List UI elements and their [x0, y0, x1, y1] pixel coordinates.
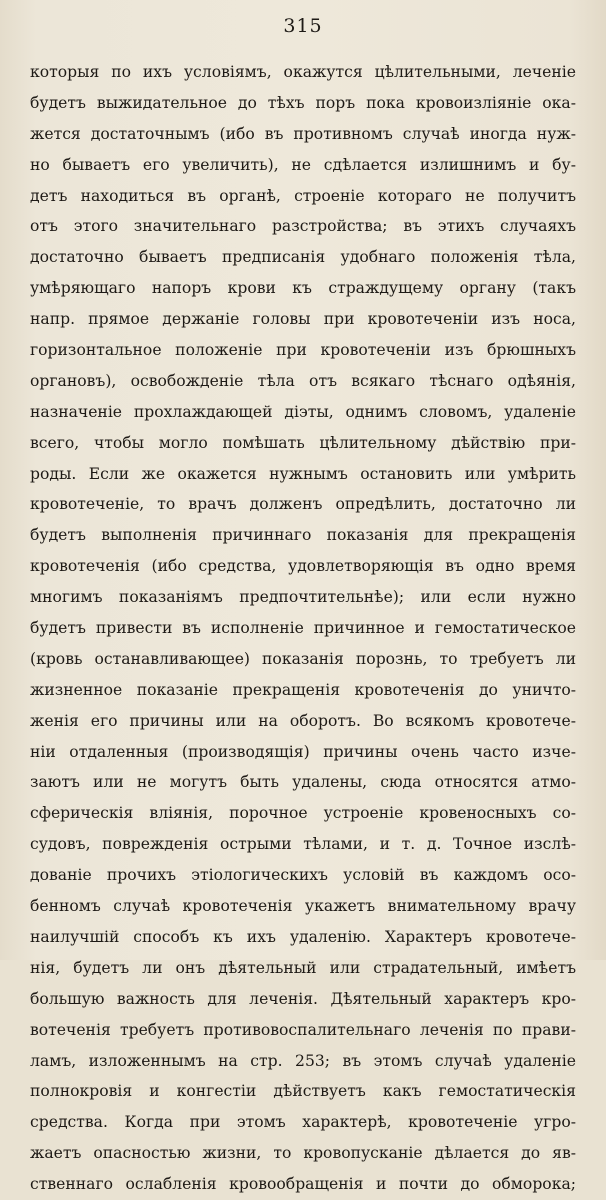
text-line: ственнаго ослабленія кровообращенія и почти до обморока; — [30, 1175, 576, 1194]
text-line: большую важность для леченія. Дѣятельный характеръ кро- — [30, 989, 576, 1008]
text-line: наилучшій способъ къ ихъ удаленію. Характеръ кровотече- — [30, 927, 576, 946]
text-line: дованіе прочихъ этіологическихъ условій въ каждомъ осо- — [30, 866, 576, 885]
body-text — [30, 57, 576, 1200]
text-line: сферическія вліянія, порочное устроеніе кровеносныхъ со- — [30, 804, 576, 823]
page-number: 315 — [283, 15, 323, 37]
text-line: женія его причины или на оборотъ. Во всякомъ кровотече- — [30, 711, 576, 730]
text-line: назначеніе прохлаждающей діэты, однимъ словомъ, удаленіе — [30, 402, 576, 421]
text-line: ніи отдаленныя (производящія) причины очень часто изче- — [30, 742, 576, 761]
text-line: ламъ, изложеннымъ на стр. 253; въ этомъ случаѣ удаленіе — [30, 1051, 576, 1070]
text-line: кровотеченія (ибо средства, удовлетворяющія въ одно время — [30, 557, 576, 576]
text-line: бенномъ случаѣ кровотеченія укажетъ внимательному врачу — [30, 897, 576, 916]
text-line: будетъ привести въ исполненіе причинное и гемостатическое — [30, 619, 576, 638]
text-line: нія, будетъ ли онъ дѣятельный или страдательный, имѣетъ — [30, 958, 576, 977]
text-line: полнокровія и конгестіи дѣйствуетъ какъ гемостатическія — [30, 1082, 576, 1101]
text-line: будетъ выжидательное до тѣхъ поръ пока кровоизліяніе ока- — [30, 93, 576, 112]
text-line: жется достаточнымъ (ибо въ противномъ случаѣ иногда нуж- — [30, 124, 576, 143]
text-line: жаетъ опасностью жизни, то кровопусканіе дѣлается до яв- — [30, 1144, 576, 1163]
text-line: кровотеченіе, то врачъ долженъ опредѣлить, достаточно ли — [30, 495, 576, 514]
text-line: но бываетъ его увеличить), не сдѣлается излишнимъ и бу- — [30, 155, 576, 174]
text-line: (кровь останавливающее) показанія порознь, то требуетъ ли — [30, 649, 576, 668]
text-line: достаточно бываетъ предписанія удобнаго положенія тѣла, — [30, 248, 576, 267]
text-line: которыя по ихъ условіямъ, окажутся цѣлительными, леченіе — [30, 63, 576, 81]
text-line: роды. Если же окажется нужнымъ остановить или умѣрить — [30, 464, 576, 483]
text-line: детъ находиться въ органѣ, строеніе котораго не получитъ — [30, 186, 576, 205]
text-line: вотеченія требуетъ противовоспалительнаго леченія по прави- — [30, 1020, 576, 1039]
text-line: заютъ или не могутъ быть удалены, сюда относятся атмо- — [30, 773, 576, 792]
text-line: горизонтальное положеніе при кровотеченіи изъ брюшныхъ — [30, 341, 576, 360]
text-line: умѣряющаго напоръ крови къ страждущему органу (такъ — [30, 279, 576, 298]
text-line: многимъ показаніямъ предпочтительнѣе); или если нужно — [30, 588, 576, 607]
text-line: будетъ выполненія причиннаго показанія для прекращенія — [30, 526, 576, 545]
text-line: средства. Когда при этомъ характерѣ, кровотеченіе угро- — [30, 1113, 576, 1132]
text-line: напр. прямое держаніе головы при кровотеченіи изъ носа, — [30, 310, 576, 329]
text-line: органовъ), освобожденіе тѣла отъ всякаго тѣснаго одѣянія, — [30, 371, 576, 390]
text-line: отъ этого значительнаго разстройства; въ этихъ случаяхъ — [30, 217, 576, 236]
text-line: всего, чтобы могло помѣшать цѣлительному дѣйствію при- — [30, 433, 576, 452]
text-line: жизненное показаніе прекращенія кровотеченія до уничто- — [30, 680, 576, 699]
text-line: судовъ, поврежденія острыми тѣлами, и т. д. Точное изслѣ- — [30, 835, 576, 854]
